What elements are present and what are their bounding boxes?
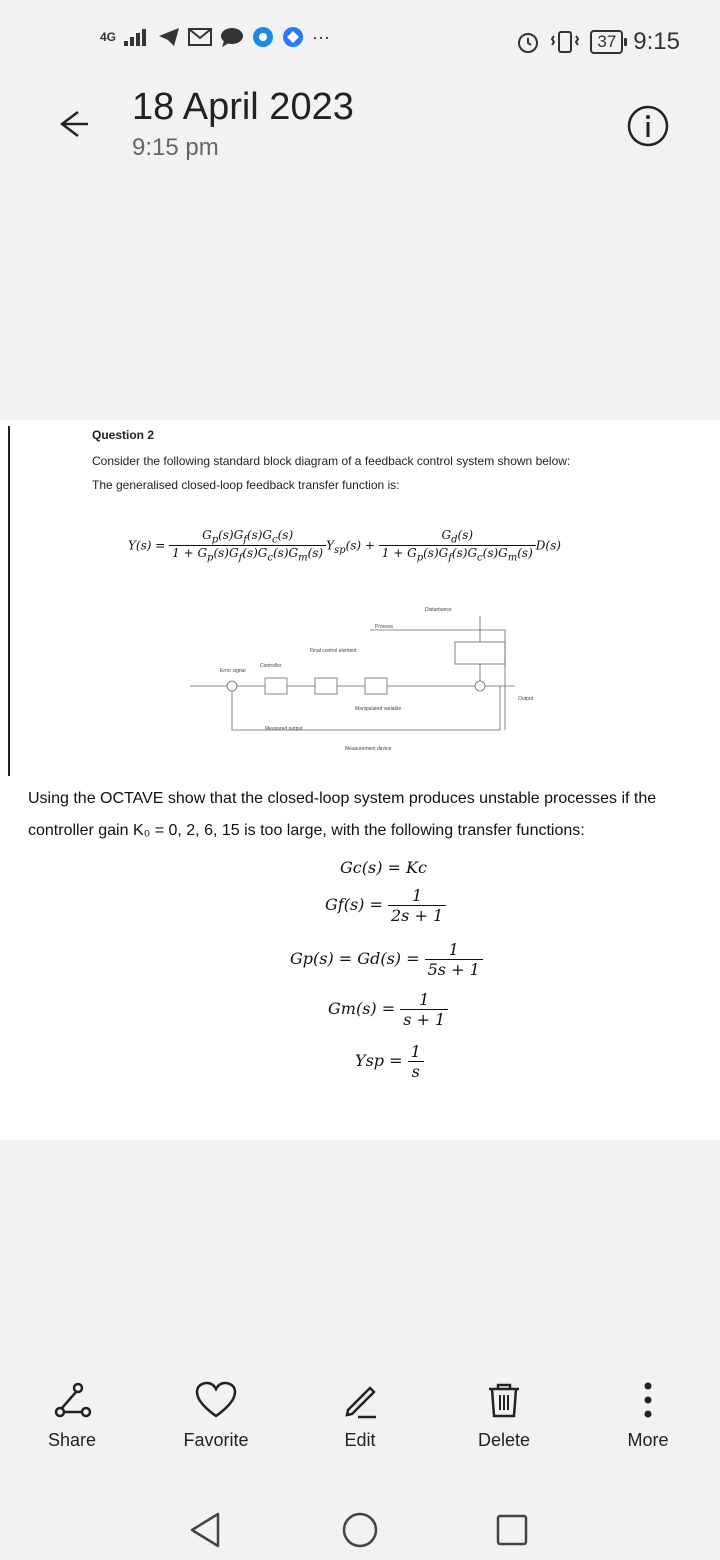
equation-ysp	[355, 1042, 424, 1081]
gm-denominator: s + 1	[403, 1010, 446, 1029]
app-icon-blue	[252, 26, 274, 48]
photo-image[interactable]	[0, 420, 720, 1140]
diagram-measurement-label: Measurement device	[345, 746, 392, 752]
signal-icon	[124, 28, 150, 46]
edit-label: Edit	[344, 1430, 376, 1450]
chat-icon	[220, 27, 244, 47]
ysp-denominator: s	[411, 1062, 420, 1081]
share-button[interactable]	[12, 1380, 132, 1451]
photo-header	[0, 80, 720, 180]
photo-time: 9:15 pm	[132, 134, 219, 161]
question-line-2: The generalised closed-loop feedback transfer function is:	[92, 478, 400, 492]
favorite-button[interactable]	[156, 1380, 276, 1451]
nav-home-icon[interactable]	[330, 1500, 390, 1560]
delete-button[interactable]	[444, 1380, 564, 1451]
equation-gp	[290, 940, 483, 979]
action-bar	[0, 1380, 720, 1480]
diagram-final-control-label: Final control element	[310, 648, 357, 654]
diagram-disturbance-label: Disturbance	[425, 607, 452, 613]
nav-back-icon[interactable]	[176, 1500, 236, 1560]
heart-icon	[194, 1380, 238, 1420]
closed-loop-equation: Y(s) = $\frac{G_p(s)G_f(s)G_c(s)}{1 + G_p(s)G_f(s)G_c(s)G_m(s)}$ $Y_{sp}(s)$ + $\frac{G_d(s)}{1 + G_p(s)G_f(s)G_c(s)G_m(s)}$ D(s)	[128, 528, 561, 564]
equation-ysp-lhs: Ysp =	[355, 1051, 403, 1070]
equation-gp-lhs: Gp(s) = Gd(s) =	[290, 949, 420, 968]
notification-more: ···	[312, 26, 330, 47]
equation-gm-lhs: Gm(s) =	[328, 999, 396, 1018]
status-clock: 9:15	[633, 28, 680, 55]
vibrate-icon	[550, 31, 580, 53]
block-diagram	[170, 600, 550, 760]
question-line-1: Consider the following standard block diagram of a feedback control system shown below:	[92, 454, 571, 468]
back-arrow-icon[interactable]	[48, 102, 92, 146]
more-vertical-icon	[628, 1380, 668, 1420]
diagram-controller-label: Controller	[260, 663, 282, 669]
share-icon	[52, 1380, 92, 1420]
gf-denominator: 2s + 1	[390, 906, 444, 925]
status-left	[100, 26, 330, 48]
diagram-process-label: Process	[375, 624, 394, 630]
status-right	[516, 28, 680, 56]
nav-recents-icon[interactable]	[482, 1500, 542, 1560]
more-button[interactable]	[588, 1380, 708, 1451]
gf-numerator: 1	[388, 886, 446, 906]
status-bar	[0, 0, 720, 84]
more-label: More	[627, 1430, 669, 1450]
equation-gf	[325, 886, 446, 925]
equation-gc: Gc(s) = Kc	[340, 858, 427, 877]
network-type: 4G	[100, 30, 117, 44]
gp-numerator: 1	[425, 940, 483, 960]
page-margin-line	[8, 426, 10, 776]
equation-gf-lhs: Gf(s) =	[325, 895, 383, 914]
app-icon-globe	[282, 26, 304, 48]
telegram-icon	[158, 27, 180, 47]
system-nav-bar	[0, 1490, 720, 1560]
gm-numerator: 1	[400, 990, 448, 1010]
diagram-output-label: Output	[518, 696, 534, 702]
diagram-measured-label: Measured output	[265, 726, 303, 732]
delete-label: Delete	[477, 1430, 531, 1450]
instruction-line-2: controller gain K₀ = 0, 2, 6, 15 is too large, with the following transfer functions:	[28, 822, 585, 839]
alarm-icon	[516, 30, 540, 54]
info-icon[interactable]	[626, 104, 670, 148]
diagram-error-label: Error signal	[220, 668, 246, 674]
photo-date: 18 April 2023	[132, 86, 354, 128]
instruction-line-1: Using the OCTAVE show that the closed-loop system produces unstable processes if the	[28, 790, 657, 807]
battery-indicator: 37	[590, 30, 623, 54]
pencil-icon	[340, 1380, 380, 1420]
ysp-numerator: 1	[408, 1042, 424, 1062]
edit-button[interactable]	[300, 1380, 420, 1451]
question-title: Question 2	[92, 428, 155, 442]
favorite-label: Favorite	[183, 1430, 249, 1450]
trash-icon	[484, 1380, 524, 1420]
gp-denominator: 5s + 1	[427, 960, 480, 979]
equation-gm	[328, 990, 448, 1029]
share-label: Share	[47, 1430, 97, 1450]
mail-icon	[188, 28, 212, 46]
diagram-manipulated-label: Manipulated variable	[355, 706, 402, 712]
